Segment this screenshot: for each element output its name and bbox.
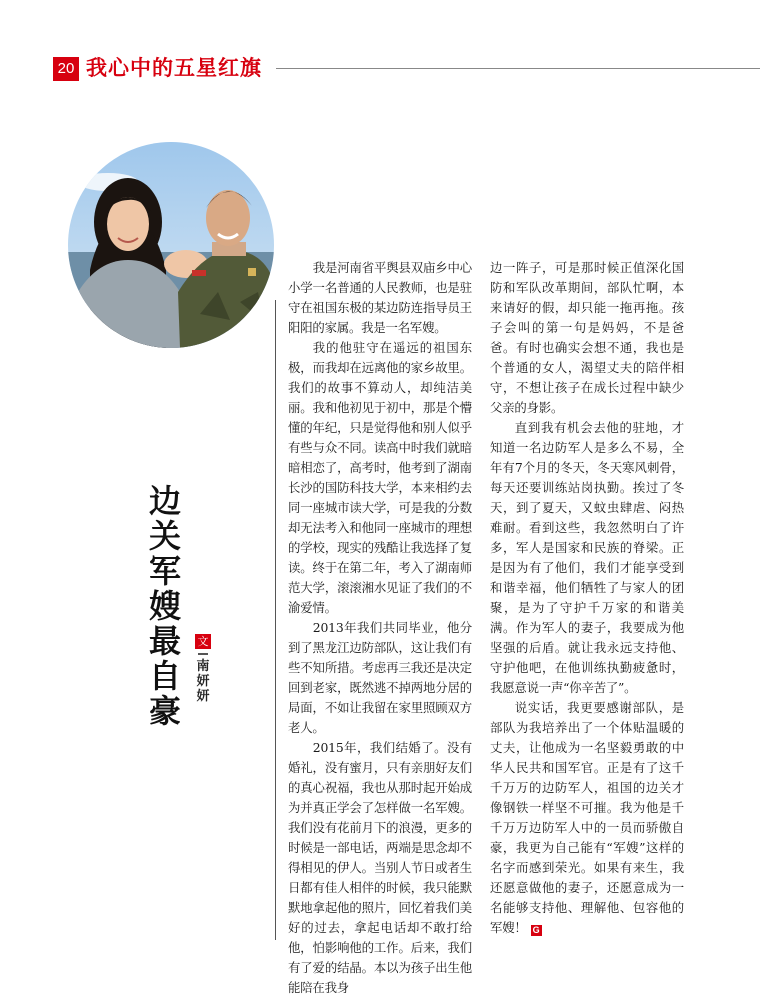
paragraph: 我的他驻守在遥远的祖国东极，而我却在远离他的家乡故里。我们的故事不算动人，却纯洁美丽。我和他初见于初中，那是个懵懂的年纪，只是觉得他和别人似乎有些与众不同。读高中时我们就暗暗相恋了，高考时，他考到了湖南长沙的国防科技大学，本来相约去同一座城市读大学，可是我的分数却无法考入和他同一座城市的理想的学校，现实的残酷让我选择了复读。终于在第二年，考入了湖南师范大学，滚滚湘水见证了我们的不渝爱情。 <box>288 340 472 615</box>
couple-photo <box>68 142 274 348</box>
paragraph-final-text: 说实话，我更要感谢部队，是部队为我培养出了一个体贴温暖的丈夫，让他成为一名坚毅勇敢的中华人民共和国军官。正是有了这千千万万的边防军人，祖国的边关才像钢铁一样坚不可摧。我为他是千千万万边防军人中的一员而骄傲自豪，我更为自己能有“军嫂”这样的名字而感到荣光。如果有来生，我还愿意做他的妻子，还愿意成为一名能够支持他、理解他、包容他的军嫂！ <box>490 700 684 935</box>
paragraph-continued: 边一阵子，可是那时候正值深化国防和军队改革期间，部队忙啊，本来请好的假，却只能一拖再拖。孩子会叫的第一句是妈妈，不是爸爸。有时也确实会想不通，我也是个普通的女人，渴望丈夫的陪伴相守，不想让孩子在成长过程中缺少父亲的身影。 <box>490 260 684 415</box>
page-header <box>0 0 760 100</box>
text-column-1 <box>288 258 472 998</box>
article-title: 边关军嫂最自豪 <box>148 482 181 730</box>
byline <box>195 634 211 704</box>
page-number: 20 <box>53 57 79 81</box>
text-column-2 <box>490 258 684 938</box>
header-rule <box>276 68 760 69</box>
paragraph: 我是河南省平舆县双庙乡中心小学一名普通的人民教师，也是驻守在祖国东极的某边防连指导员王阳阳的家属。我是一名军嫂。 <box>288 260 472 335</box>
paragraph: 2013年我们共同毕业，他分到了黑龙江边防部队，这让我们有些不知所措。考虑再三我还是决定回到老家，既然逃不掉两地分居的局面，不如让我留在家里照顾双方老人。 <box>288 620 472 735</box>
byline-label: 文 <box>195 634 211 649</box>
byline-separator <box>198 653 208 655</box>
author-name: 南妍妍 <box>196 659 210 704</box>
end-mark-icon: G <box>531 925 542 936</box>
column-divider <box>275 300 276 940</box>
paragraph-final <box>490 698 684 938</box>
section-title: 我心中的五星红旗 <box>86 56 262 80</box>
paragraph: 2015年，我们结婚了。没有婚礼，没有蜜月，只有亲朋好友们的真心祝福，我也从那时起开始成为并真正学会了怎样做一名军嫂。我们没有花前月下的浪漫，更多的时候是一部电话，两端是思念却不得相见的伊人。当别人节日或者生日都有佳人相伴的时候，我只能默默地拿起他的照片，回忆着我们美好的过去，拿起电话却不敢打给他，怕影响他的工作。后来，我们有了爱的结晶。本以为孩子出生他能陪在我身 <box>288 740 472 995</box>
paragraph: 直到我有机会去他的驻地，才知道一名边防军人是多么不易，全年有7个月的冬天，冬天寒风刺骨，每天还要训练站岗执勤。挨过了冬天，到了夏天，又蚊虫肆虐、闷热难耐。看到这些，我忽然明白了许多，军人是国家和民族的脊梁。正是因为有了他们，我们才能享受到和谐幸福，他们牺牲了与家人的团聚，是为了守护千万家的和谐美满。作为军人的妻子，我要成为他坚强的后盾。就让我永远支持他、守护他吧，在他训练执勤疲惫时，我愿意说一声“你辛苦了”。 <box>490 420 684 695</box>
